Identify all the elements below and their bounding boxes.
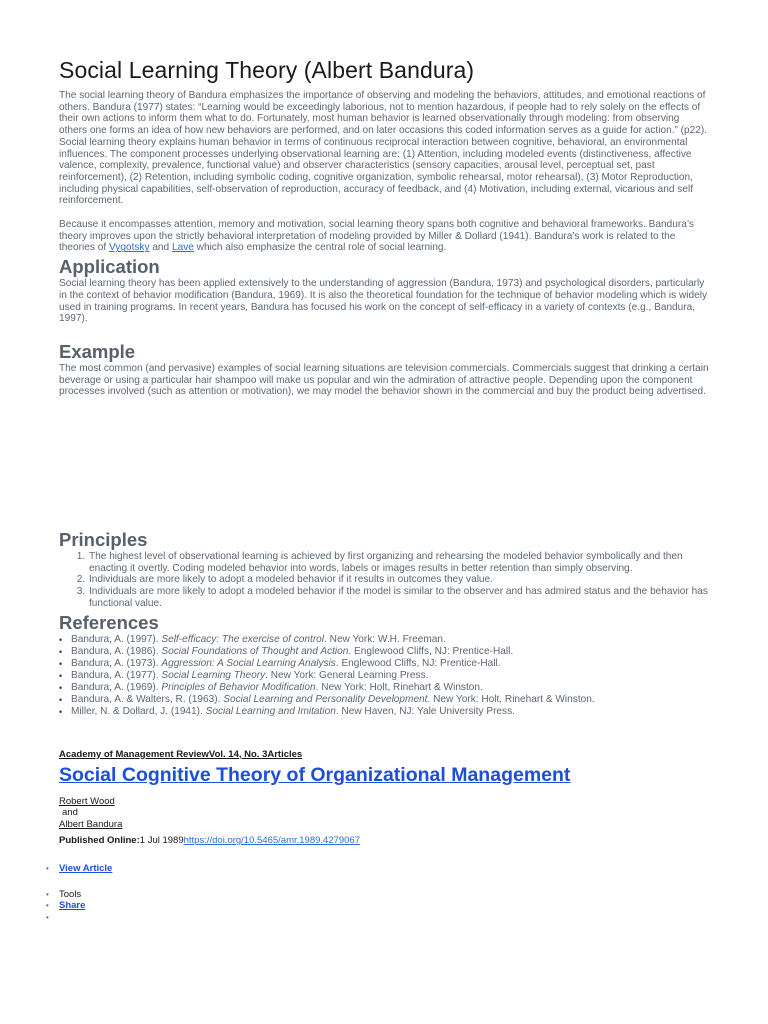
document-page [59,56,709,923]
published-label: Published Online: [59,835,140,847]
list-item [59,912,709,924]
principles-heading: Principles [59,529,148,551]
list-item: • Bandura, A. (1997). Self-efficacy: The exercise of control. New York: W.H. Freeman. [71,634,709,646]
doi-link[interactable]: https://doi.org/10.5465/amr.1989.4279067 [183,835,361,847]
vygotsky-link[interactable]: Vygotsky [108,242,150,254]
example-paragraph: The most common (and pervasive) examples of social learning situations are television commercials. Commercials suggest that drinking a certain beverage or using a particular hair shampoo will make us popular and win the admiration of attractive people. Depending upon the component processes involved (such as attention or motivation), we may model the behavior shown in the commercial and buy the product being advertised. [59,362,709,398]
published-date: 1 Jul 1989 [139,835,184,847]
journal-line[interactable] [59,744,709,762]
references-heading: References [59,611,159,633]
page-title: Social Learning Theory (Albert Bandura) [59,57,475,83]
list-item [59,889,709,901]
list-item: • Bandura, A. & Walters, R. (1963). Social Learning and Personality Development. New York: Holt, Rinehart & Winston. [71,694,709,706]
lave-link[interactable]: Lave [171,242,194,254]
view-article-link[interactable]: View Article [59,863,113,875]
intro-text: and [149,242,172,254]
intro-text: Because it encompasses attention, memory and motivation, social learning theory spans both cognitive and behavioral frameworks. Bandura’s theory improves upon the strictly behavioral interpretation of modeling provided by Miller & Dollard (1941). Bandura’s work is related to the theories of [59,219,694,254]
application-heading: Application [59,256,160,278]
list-item: 3. Individuals are more likely to adopt a modeled behavior if the model is similar to the observer and has admired status and the behavior has functional value. [88,586,709,609]
list-item: 1. The highest level of observational learning is achieved by first organizing and rehearsing the modeled behavior symbolically and then enacting it overtly. Coding modeled behavior into words, labels or images results in better retention than simply observing. [88,551,709,574]
published-line [59,835,709,847]
principles-list [59,551,709,610]
list-item: • Bandura, A. (1977). Social Learning Theory. New York: General Learning Press. [71,670,709,682]
list-item: • Bandura, A. (1973). Aggression: A Social Learning Analysis. Englewood Cliffs, NJ: Prentice-Hall. [71,658,709,670]
list-item: • Bandura, A. (1986). Social Foundations of Thought and Action. Englewood Cliffs, NJ: Prentice-Hall. [71,646,709,658]
example-heading: Example [59,340,136,362]
list-item: • Bandura, A. (1969). Principles of Behavior Modification. New York: Holt, Rinehart & Winston. [71,682,709,694]
list-item [59,900,709,912]
application-paragraph: Social learning theory has been applied extensively to the understanding of aggression (Bandura, 1973) and psychological disorders, particularly in the context of behavior modification (Bandura, 1969). It is also the theoretical foundation for the technique of behavior modeling which is widely used in training programs. In recent years, Bandura has focused his work on the concept of self-efficacy in a variety of contexts (e.g., Bandura, 1997). [59,278,708,325]
intro-paragraph-2 [59,219,709,254]
article-actions [59,863,709,875]
share-link[interactable]: Share [59,900,86,912]
references-list [59,634,709,718]
intro-text: which also emphasize the central role of social learning. [193,242,447,254]
journal-link[interactable]: Academy of Management ReviewVol. 14, No. 3Articles [59,748,303,760]
list-item: • Miller, N. & Dollard, J. (1941). Social Learning and Imitation. New Haven, NJ: Yale University Press. [71,706,709,718]
list-item [59,863,709,875]
tools-menu[interactable]: Tools [59,888,82,900]
article-title-link[interactable]: Social Cognitive Theory of Organizational Management [59,763,571,786]
author-conjunction: and [62,807,78,819]
list-item: 2. Individuals are more likely to adopt a modeled behavior if it results in outcomes they value. [88,574,709,586]
author-link[interactable]: Albert Bandura [59,818,123,830]
author-link[interactable]: Robert Wood [59,795,115,807]
intro-paragraph: The social learning theory of Bandura emphasizes the importance of observing and modeling the behaviors, attitudes, and emotional reactions of others. Bandura (1977) states: “Learning would be exceedingly laborious, not to mention hazardous, if people had to rely solely on the effects of their own actions to inform them what to do. Fortunately, most human behavior is learned observationally through modeling: from observing others one forms an idea of how new behaviors are performed, and on later occasions this coded information serves as a guide for action.” (p22). Social learning theory explains human behavior in terms of continuous reciprocal interaction between cognitive, behavioral, an environmental influences. The component processes underlying observational learning are: (1) Attention, including modeled events (distinctiveness, affective valence, complexity, prevalence, functional value) and observer characteristics (sensory capacities, arousal level, perceptual set, past reinforcement), (2) Retention, including symbolic coding, cognitive organization, symbolic rehearsal, motor rehearsal), (3) Motor Reproduction, including physical capabilities, self-observation of reproduction, accuracy of feedback, and (4) Motivation, including external, vicarious and self reinforcement. [59,90,708,207]
article-tools [59,889,709,924]
